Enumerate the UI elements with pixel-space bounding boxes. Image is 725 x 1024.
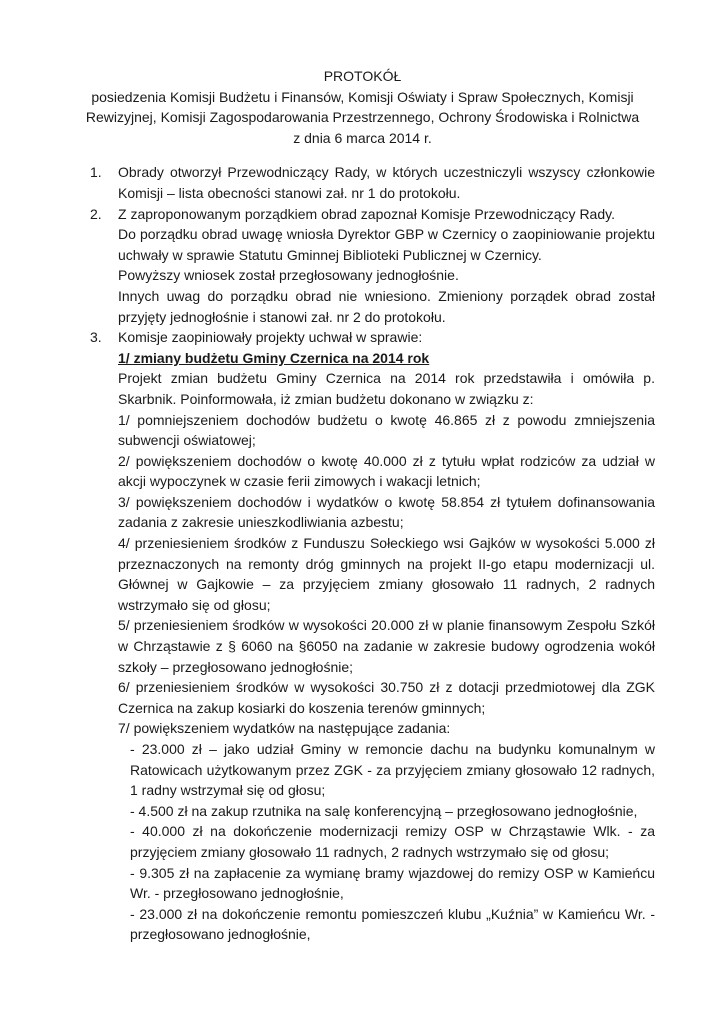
- dash-item: - 4.500 zł na zakup rzutnika na salę konferencyjną – przegłosowano jednogłośnie,: [130, 802, 638, 819]
- sub-heading-budget-changes: 1/ zmiany budżetu Gminy Czernica na 2014 rok: [118, 349, 430, 366]
- item-paragraph: 2/ powiększeniem dochodów o kwotę 40.000 zł z tytułu wpłat rodziców za udział w akcji wypoczynek w czasie ferii zimowych i wakacji letnich;: [118, 452, 655, 490]
- item-paragraph: Do porządku obrad uwagę wniosła Dyrektor GBP w Czernicy o zaopiniowanie projektu uchwały w sprawie Statutu Gminnej Biblioteki Publicznej w Czernicy.: [118, 226, 655, 263]
- document-subtitle-line-2: Rewizyjnej, Komisji Zagospodarowania Przestrzennego, Ochrony Środowiska i Rolnictwa: [85, 109, 640, 126]
- protocol-header: [85, 66, 655, 148]
- item-number: 3.: [90, 329, 102, 346]
- item-paragraph: 5/ przeniesieniem środków w wysokości 20.000 zł w planie finansowym Zespołu Szkół w Chrząstawie z § 6060 na §6050 na zadanie w zakresie budowy ogrodzenia wokół szkoły – przegłosowano jednogłośnie;: [118, 617, 655, 675]
- item-paragraph: 4/ przeniesieniem środków z Funduszu Sołeckiego wsi Gajków w wysokości 5.000 zł przeznaczonych na remonty dróg gminnych na projekt II-go etapu modernizacji ul. Głównej w Gajkowie – za przyjęciem zmiany głosowało 11 radnych, 2 radnych wstrzymało się od głosu;: [118, 535, 655, 613]
- item-paragraph: Obrady otworzył Przewodniczący Rady, w których uczestniczyli wszyscy członkowie Komisji – lista obecności stanowi zał. nr 1 do protokołu.: [118, 164, 655, 201]
- dash-item: - 40.000 zł na dokończenie modernizacji remizy OSP w Chrząstawie Wlk. - za przyjęciem zmiany głosowało 11 radnych, 2 radnych wstrzymało się od głosu;: [130, 823, 655, 860]
- item-paragraph: Projekt zmian budżetu Gminy Czernica na 2014 rok przedstawiła i omówiła p. Skarbnik. Poinformowała, iż zmian budżetu dokonano w związku z:: [118, 370, 655, 407]
- document-subtitle-line-1: posiedzenia Komisji Budżetu i Finansów, Komisji Oświaty i Spraw Społecznych, Komisji: [91, 88, 634, 105]
- item-number: 2.: [90, 205, 102, 222]
- agenda-item-1: [90, 162, 655, 203]
- document-date: z dnia 6 marca 2014 r.: [293, 129, 432, 146]
- item-paragraph: 1/ pomniejszeniem dochodów budżetu o kwotę 46.865 zł z powodu zmniejszenia subwencji oświatowej;: [118, 411, 655, 449]
- item-paragraph: 3/ powiększeniem dochodów i wydatków o kwotę 58.854 zł tytułem dofinansowania zadania z zakresie unieszkodliwiania azbestu;: [118, 493, 655, 531]
- item-paragraph: 6/ przeniesieniem środków w wysokości 30.750 zł z dotacji przedmiotowej dla ZGK Czernica na zakup kosiarki do koszenia terenów gminnych;: [118, 679, 655, 716]
- dash-item: - 9.305 zł na zapłacenie za wymianę bramy wjazdowej do remizy OSP w Kamieńcu Wr. - przegłosowano jednogłośnie,: [130, 864, 655, 902]
- item-paragraph: Powyższy wniosek został przegłosowany jednogłośnie.: [118, 267, 459, 284]
- dash-item: - 23.000 zł – jako udział Gminy w remoncie dachu na budynku komunalnym w Ratowicach użytkowanym przez ZGK - za przyjęciem zmiany głosowało 12 radnych, 1 radny wstrzymał się od głosu;: [130, 741, 655, 799]
- document-title: PROTOKÓŁ: [323, 68, 402, 84]
- agenda-item-3: [90, 327, 655, 945]
- item-paragraph: Innych uwag do porządku obrad nie wniesiono. Zmieniony porządek obrad został przyjęty jednogłośnie i stanowi zał. nr 2 do protokołu.: [118, 287, 655, 325]
- item-paragraph: Z zaproponowanym porządkiem obrad zapoznał Komisje Przewodniczący Rady.: [118, 205, 615, 222]
- item-intro: Komisje zaopiniowały projekty uchwał w sprawie:: [118, 329, 423, 346]
- item-paragraph: 7/ powiększeniem wydatków na następujące zadania:: [118, 720, 451, 737]
- item-number: 1.: [90, 164, 102, 181]
- agenda-item-2: [90, 204, 655, 328]
- dash-item: - 23.000 zł na dokończenie remontu pomieszczeń klubu „Kuźnia” w Kamieńcu Wr. - przegłosowano jednogłośnie,: [130, 905, 655, 943]
